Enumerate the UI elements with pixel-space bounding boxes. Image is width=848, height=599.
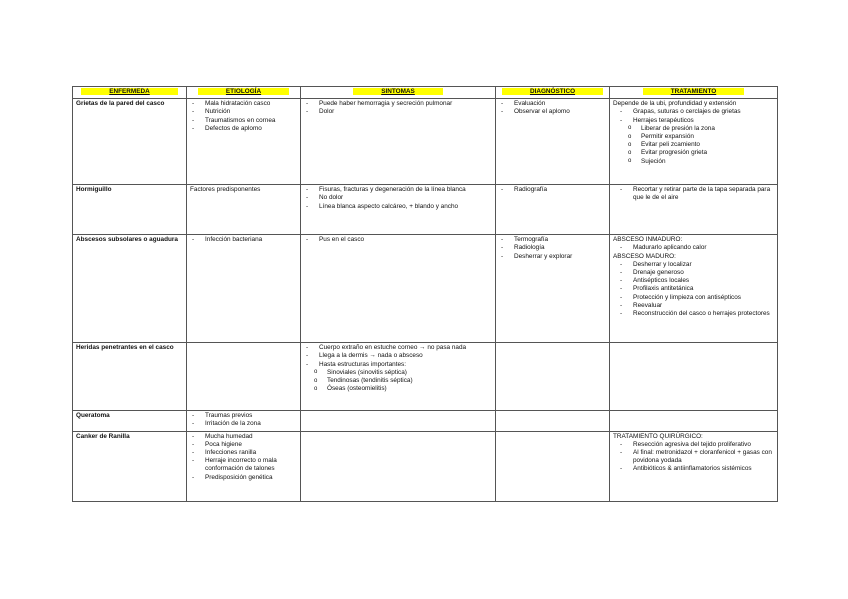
header-tratamiento: TRATAMIENTO bbox=[610, 87, 778, 99]
list-item: - Hasta estructuras importantes: bbox=[304, 361, 492, 369]
sub-list-item: o Tendinosas (tendinitis séptica) bbox=[312, 377, 492, 385]
table-row bbox=[73, 99, 778, 185]
list-item: - Mucha humedad bbox=[190, 433, 297, 441]
table-row bbox=[73, 235, 778, 343]
treatment-label: ABSCESO MADURO: bbox=[613, 252, 676, 260]
header-enfermedad: ENFERMEDA bbox=[73, 87, 187, 99]
list-item: - Evaluación bbox=[499, 100, 606, 108]
list-item: - Infección bacteriana bbox=[190, 236, 297, 244]
sub-list-item: o Óseas (osteomielitis) bbox=[312, 385, 492, 393]
list-item: - Drenaje generoso bbox=[618, 269, 774, 277]
disease-cell: Abscesos subsolares o aguadura bbox=[73, 235, 187, 343]
sub-list-item: o Liberar de presión la zona bbox=[626, 125, 774, 133]
header-sintomas: SINTOMAS bbox=[301, 87, 496, 99]
etiologia-cell bbox=[187, 343, 301, 411]
sub-list-item: o Sinoviales (sinovitis séptica) bbox=[312, 369, 492, 377]
list-item: - Puede haber hemorragia y secreción pulmonar bbox=[304, 100, 492, 108]
list-item: - Llega a la dermis → nada o absceso bbox=[304, 352, 492, 360]
list-item: - Fisuras, fracturas y degeneración de la línea blanca bbox=[304, 186, 492, 194]
sub-list-item: o Evitar peli zcamiento bbox=[626, 141, 774, 149]
list-item: - Nutrición bbox=[190, 108, 297, 116]
list-item: - Recortar y retirar parte de la tapa separada para que le de el aire bbox=[618, 186, 774, 202]
list-item: - Pus en el casco bbox=[304, 236, 492, 244]
etiologia-cell bbox=[187, 99, 301, 185]
disease-cell: Queratoma bbox=[73, 411, 187, 431]
sub-list-item: o Permitir expansión bbox=[626, 133, 774, 141]
list-item: - Observar el aplomo bbox=[499, 108, 606, 116]
list-item: - No dolor bbox=[304, 194, 492, 202]
list-item: - Reconstrucción del casco o herrajes protectores bbox=[618, 310, 774, 318]
tratamiento-cell bbox=[610, 235, 778, 343]
list-item: - Al final: metronidazol + cloranfenicol + gasas con povidona yodada bbox=[618, 449, 774, 465]
list-item: - Reevaluar bbox=[618, 302, 774, 310]
treatment-label: TRATAMIENTO QUIRÚRGICO: bbox=[613, 432, 703, 440]
etiologia-cell bbox=[187, 235, 301, 343]
diagnostico-cell bbox=[496, 185, 610, 235]
treatment-label: ABSCESO INMADURO: bbox=[613, 236, 683, 244]
header-etiologia: ETIOLOGÍA bbox=[187, 87, 301, 99]
etiologia-text: Factores predisponentes bbox=[190, 186, 261, 194]
table-row bbox=[73, 343, 778, 411]
diagnostico-cell bbox=[496, 99, 610, 185]
list-item: - Cuerpo extraño en estuche corneo → no pasa nada bbox=[304, 344, 492, 352]
tratamiento-cell bbox=[610, 99, 778, 185]
list-item: - Protección y limpieza con antisépticos bbox=[618, 294, 774, 302]
list-item: - Madurarlo aplicando calor bbox=[618, 244, 774, 252]
diagnostico-cell bbox=[496, 411, 610, 431]
sintomas-cell bbox=[301, 185, 496, 235]
list-item: - Antisépticos locales bbox=[618, 277, 774, 285]
list-item: - Irritación de la zona bbox=[190, 420, 297, 428]
list-item: - Defectos de aplomo bbox=[190, 125, 297, 133]
list-item: - Termografía bbox=[499, 236, 606, 244]
list-item: - Dolor bbox=[304, 108, 492, 116]
table-row bbox=[73, 185, 778, 235]
header-row bbox=[73, 87, 778, 99]
disease-cell: Heridas penetrantes en el casco bbox=[73, 343, 187, 411]
diagnostico-cell bbox=[496, 431, 610, 501]
list-item: - Infecciones ranilla bbox=[190, 449, 297, 457]
list-item: - Desherrar y localizar bbox=[618, 261, 774, 269]
list-item: - Antibióticos & antiinflamatorios sistémicos bbox=[618, 465, 774, 473]
diagnostico-cell bbox=[496, 235, 610, 343]
list-item: - Resección agresiva del tejido proliferativo bbox=[618, 441, 774, 449]
table-row bbox=[73, 431, 778, 501]
list-item: - Herrajes terapéuticos bbox=[618, 117, 774, 125]
etiologia-cell bbox=[187, 411, 301, 431]
table-row bbox=[73, 411, 778, 431]
diagnostico-cell bbox=[496, 343, 610, 411]
disease-cell: Canker de Ranilla bbox=[73, 431, 187, 501]
list-item: - Mala hidratación casco bbox=[190, 100, 297, 108]
etiologia-cell bbox=[187, 431, 301, 501]
list-item: - Traumatismos en cornea bbox=[190, 117, 297, 125]
sintomas-cell bbox=[301, 411, 496, 431]
treatment-intro: Depende de la ubi, profundidad y extensión bbox=[613, 100, 737, 108]
list-item: - Radiografía bbox=[499, 186, 606, 194]
disease-table bbox=[72, 86, 778, 502]
disease-cell: Grietas de la pared del casco bbox=[73, 99, 187, 185]
list-item: - Línea blanca aspecto calcáreo, + blando y ancho bbox=[304, 203, 492, 211]
sub-list-item: o Evitar progresión grieta bbox=[626, 149, 774, 157]
list-item: - Predisposición genética bbox=[190, 474, 297, 482]
list-item: - Traumas previos bbox=[190, 412, 297, 420]
list-item: - Poca higiene bbox=[190, 441, 297, 449]
tratamiento-cell bbox=[610, 431, 778, 501]
list-item: - Radiología bbox=[499, 244, 606, 252]
tratamiento-cell bbox=[610, 185, 778, 235]
header-diagnostico: DIAGNÓSTICO bbox=[496, 87, 610, 99]
list-item: - Herraje incorrecto o mala conformación de talones bbox=[190, 457, 297, 473]
sintomas-cell bbox=[301, 235, 496, 343]
sintomas-cell bbox=[301, 431, 496, 501]
sintomas-cell bbox=[301, 99, 496, 185]
tratamiento-cell bbox=[610, 343, 778, 411]
tratamiento-cell bbox=[610, 411, 778, 431]
etiologia-cell bbox=[187, 185, 301, 235]
list-item: - Desherrar y explorar bbox=[499, 253, 606, 261]
list-item: - Grapas, suturas o cerclajes de grietas bbox=[618, 108, 774, 116]
list-item: - Profilaxis antitetánica bbox=[618, 285, 774, 293]
disease-cell: Hormiguillo bbox=[73, 185, 187, 235]
sintomas-cell bbox=[301, 343, 496, 411]
sub-list-item: o Sujeción bbox=[626, 158, 774, 166]
